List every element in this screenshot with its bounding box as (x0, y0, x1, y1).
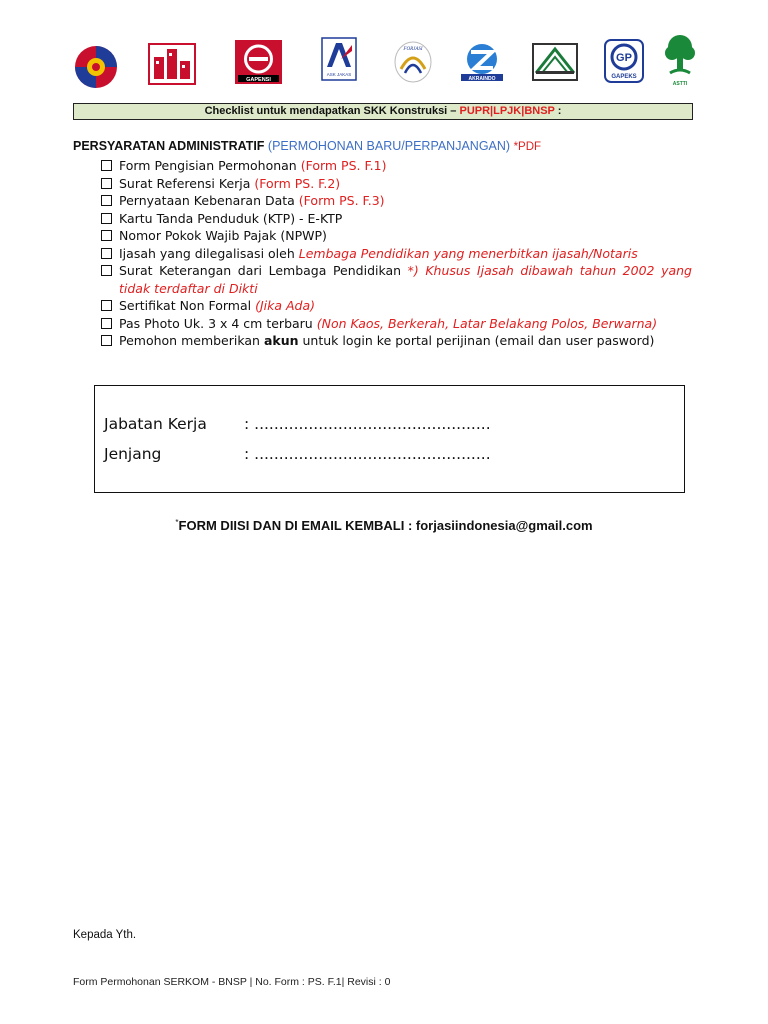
item-text: Ijasah yang dilegalisasi oleh (119, 245, 295, 261)
checkbox[interactable] (101, 195, 112, 206)
logo-7-icon (532, 43, 578, 81)
logo-akrindo-icon (459, 42, 505, 82)
form-box (94, 385, 685, 493)
section-title-text: PERSYARATAN ADMINISTRATIF (73, 139, 265, 153)
checklist-highlight: PUPR|LPJK|BNSP (459, 105, 555, 117)
jenjang-row (104, 445, 491, 463)
item-note: Lembaga Pendidikan yang menerbitkan ijasah/Notaris (298, 245, 638, 261)
item-text: Nomor Pokok Wajib Pajak (NPWP) (119, 228, 327, 243)
checklist (101, 157, 692, 350)
checkbox[interactable] (101, 160, 112, 171)
logo-1-icon (72, 44, 120, 90)
item-text: Sertifikat Non Formal (119, 298, 252, 313)
checklist-suffix: : (557, 105, 562, 117)
logo-forjasi-icon (393, 39, 433, 83)
section-subtitle: (PERMOHONAN BARU/PERPANJANGAN) (267, 139, 511, 153)
section-note: *PDF (513, 141, 542, 153)
logo-gapeks-text: GAPEKS (611, 74, 637, 80)
logo-gapeks-icon (604, 39, 644, 83)
checkbox[interactable] (101, 248, 112, 259)
logo-9-text: ASTTI (672, 81, 688, 87)
checklist-item (101, 297, 692, 315)
jenjang-label: Jenjang (104, 445, 162, 463)
item-text: Pemohon memberikan (119, 333, 260, 348)
item-note: (Jika Ada) (255, 298, 316, 313)
jabatan-row (104, 415, 491, 433)
checklist-prefix: Checklist untuk mendapatkan SKK Konstruksi – (204, 105, 457, 117)
item-note: (Form PS. F.1) (300, 158, 387, 173)
logo-aski-icon (321, 37, 357, 81)
item-note: (Form PS. F.2) (254, 175, 341, 191)
jenjang-field[interactable]: : ................................................ (244, 445, 491, 463)
item-text: Pas Photo Uk. 3 x 4 cm terbaru (119, 315, 313, 331)
jabatan-field[interactable]: : ................................................ (244, 415, 491, 433)
checkbox[interactable] (101, 230, 112, 241)
item-text: Pernyataan Kebenaran Data (119, 193, 295, 208)
item-text-after: untuk login ke portal perijinan (email dan user pasword) (302, 333, 655, 348)
checklist-item (101, 157, 692, 175)
item-note: (Non Kaos, Berkerah, Latar Belakang Polos, Berwarna) (316, 315, 658, 331)
item-bold: akun (263, 333, 299, 348)
svg-text:GP: GP (616, 52, 632, 64)
logo-2-icon (148, 43, 196, 85)
checklist-item (101, 175, 692, 193)
checklist-item (101, 227, 692, 245)
checkbox[interactable] (101, 335, 112, 346)
checklist-item (101, 315, 692, 333)
item-text: Kartu Tanda Penduduk (KTP) - E-KTP (119, 210, 343, 226)
checkbox[interactable] (101, 265, 112, 276)
email-text: FORM DIISI DAN DI EMAIL KEMBALI : forjasiindonesia@gmail.com (178, 518, 593, 533)
kepada-text: Kepada Yth. (73, 929, 137, 941)
logo-forjasi-text: FORJASI (403, 47, 423, 52)
email-asterisk: * (175, 518, 179, 527)
checklist-item (101, 332, 692, 350)
checklist-item (101, 262, 692, 297)
logo-9-icon (662, 33, 698, 87)
logo-aski-text: ASK JAKAS (326, 72, 352, 77)
logo-gapensi-text: GAPENSI (246, 77, 271, 83)
logo-gapensi-icon (235, 40, 282, 84)
section-title (73, 139, 541, 153)
email-instruction (0, 518, 768, 533)
logo-akrindo-text: AKRAINDO (468, 76, 496, 82)
checkbox[interactable] (101, 318, 112, 329)
checkbox[interactable] (101, 213, 112, 224)
logos-row (70, 30, 700, 92)
page-footer: Form Permohonan SERKOM - BNSP | No. Form : PS. F.1| Revisi : 0 (73, 976, 391, 988)
item-text: Surat Referensi Kerja (119, 175, 251, 191)
checkbox[interactable] (101, 300, 112, 311)
checklist-item (101, 192, 692, 210)
checkbox[interactable] (101, 178, 112, 189)
checklist-item (101, 245, 692, 263)
checklist-header (73, 103, 693, 120)
item-note: *) Khusus Ijasah dibawah tahun 2002 yang tidak terdaftar di Dikti (119, 263, 692, 296)
item-text: Surat Keterangan dari Lembaga Pendidikan (119, 263, 402, 278)
item-text: Form Pengisian Permohonan (119, 158, 297, 173)
item-note: (Form PS. F.3) (298, 193, 385, 208)
jabatan-label: Jabatan Kerja (104, 415, 207, 433)
checklist-item (101, 210, 692, 228)
